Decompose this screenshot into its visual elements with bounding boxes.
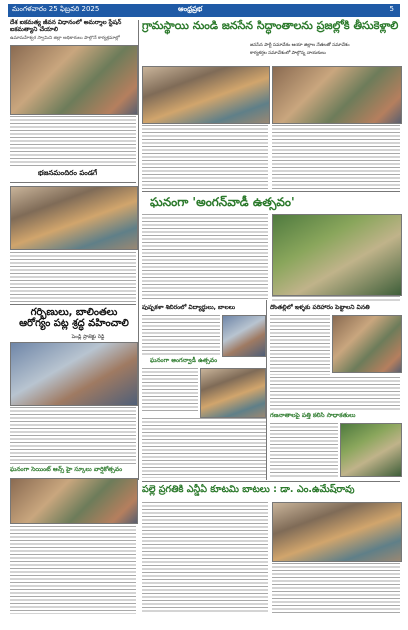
article-body-text	[10, 116, 136, 168]
bottom-banner-headline: పల్లె ప్రగతికి ఎన్డీఏ కూటమి బాటలు : డా. ఎం.ఉమేష్‌రావు	[142, 484, 355, 495]
article-body-text	[270, 377, 400, 411]
news-photo-school	[10, 478, 138, 524]
article-body-text	[10, 407, 136, 465]
section-rule	[142, 481, 400, 482]
news-photo-ndalocal	[272, 502, 402, 562]
news-photo-portrait	[222, 315, 266, 357]
small-heading: భజనమందిరం పండగే	[38, 169, 98, 177]
mid-heading-1: పుష్పకళా శిబిరంలో విద్యార్థులు, బాలలు	[142, 304, 236, 311]
section-rule	[10, 304, 136, 305]
masthead-paper-name: ఆంధ్రప్రభ	[178, 5, 203, 13]
news-photo-meeting-2	[272, 66, 402, 124]
main-banner-headline: గ్రామస్థాయి నుండి జనసేన సిద్ధాంతాలను ప్రజల్లోకి తీసుకెళ్లాలి	[142, 19, 399, 32]
main-banner-subtitle-2: కార్యకర్తల సమావేశంలో పాల్గొన్న నాయకులు	[250, 51, 326, 56]
column-divider	[138, 20, 139, 480]
news-photo-crops	[340, 423, 402, 477]
center-banner-headline: ఘనంగా 'అంగన్‌వాడీ ఉత్సవం'	[150, 195, 295, 209]
health-subtitle: పెండ్లి ప్రాజెక్టు రెడ్డి	[71, 334, 105, 340]
news-photo-gathering	[10, 186, 138, 250]
article-body-text	[272, 125, 400, 189]
article-body-text	[142, 418, 266, 478]
article-body-text	[142, 368, 198, 412]
article-body-text	[10, 526, 136, 614]
news-photo-group	[10, 45, 138, 115]
health-headline: గర్భిణులు, బాలింతలు ఆరోగ్యం పట్ల శ్రద్ధ వహించాలి	[19, 307, 129, 329]
column-divider	[266, 300, 267, 480]
main-banner-subtitle-1: జనసేన పార్టీ సమావేశం ఆయా జిల్లాల నేతలతో సమావేశం	[250, 43, 350, 48]
article-body-text	[10, 252, 136, 302]
article-body-text	[270, 315, 330, 375]
top-left-headline: దేశ ఐకమత్య జీవన విధానంలో అమర్శాల స్టేషన్ ఐకమత్యాని చేయాలి	[10, 19, 122, 33]
news-photo-celebration	[200, 368, 266, 418]
article-body-text	[142, 315, 220, 355]
article-body-text	[270, 423, 338, 479]
masthead-date: మంగళవారం 25 ఫిబ్రవరి 2025	[12, 5, 100, 13]
top-left-subtitle: ఉమామహేశ్వర స్వామిని జిల్లా అధికారులు పాల్గొనే కార్యక్రమాల్లో	[10, 36, 120, 41]
article-body-text	[142, 125, 268, 189]
news-photo-anganwadi	[272, 214, 402, 296]
article-body-text	[272, 296, 400, 302]
masthead-page-number: 5	[389, 5, 394, 13]
article-body-text	[272, 563, 400, 613]
section-rule	[10, 182, 136, 183]
article-body-text	[142, 502, 268, 614]
news-photo-health	[10, 342, 138, 406]
right-heading-2: గణనాతాలపై పత్తి కలిసి సాధాకతులు	[270, 412, 356, 419]
news-photo-petition	[332, 315, 402, 373]
mid-heading-2: ఘనంగా అంగన్వాడీ ఉత్సవం	[150, 357, 218, 364]
right-heading-1: దొంతల్లిలో ఇళ్ళకు పరిహారం పెట్టాలని వినతి	[270, 304, 370, 311]
section-rule	[142, 191, 400, 192]
article-body-text	[142, 214, 268, 300]
news-photo-meeting	[142, 66, 270, 124]
bottom-left-heading: ఘనంగా సెయింట్ ఆన్స్ హై స్కూలు వార్షికోత్సవం	[10, 466, 123, 473]
masthead-bar	[8, 4, 400, 17]
